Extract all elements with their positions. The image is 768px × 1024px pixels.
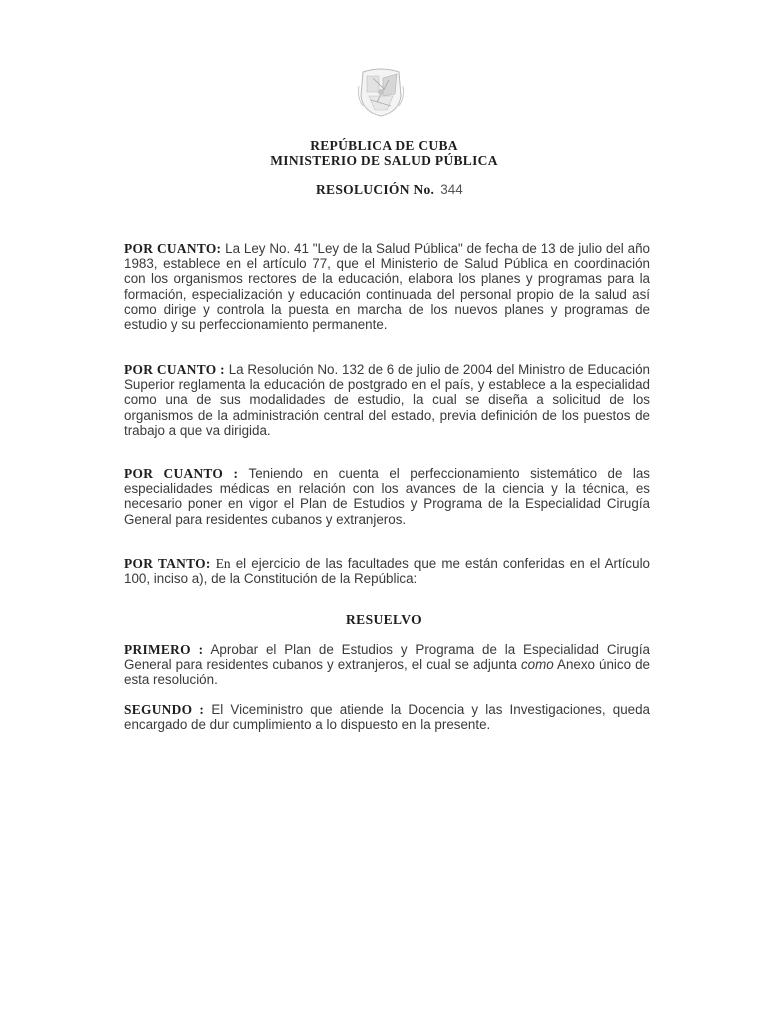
header-ministry: MINISTERIO DE SALUD PÚBLICA bbox=[270, 153, 498, 168]
paragraph-text: el ejercicio de las facultades que me están conferidas en el Artículo 100, inciso a), de la Constitución de la República: bbox=[124, 556, 650, 587]
paragraph-text: La Ley No. 41 "Ley de la Salud Pública" de fecha de 13 de julio del año 1983, establece en el artículo 77, que el Ministerio de Salud Pública en coordinación con los organismos rectores de la educación, elabora los planes y programas para la formación, especialización y educación continuada del personal propio de la salud así como dirige y controla la puesta en marcha de los nuevos planes y programas de estudio y su perfeccionamiento permanente. bbox=[124, 241, 650, 333]
paragraph-text: Teniendo en cuenta el perfeccionamiento sistemático de las especialidades médicas en relación con los avances de la ciencia y la técnica, es necesario poner en vigor el Plan de Estudios y Programa de la Especialidad Cirugía General para residentes cubanos y extranjeros. bbox=[124, 466, 650, 527]
paragraph-text: Aprobar el Plan de Estudios y Programa de la Especialidad Cirugía General para residentes cubanos y extranjeros, el cual se adjunta bbox=[124, 642, 650, 673]
coat-of-arms-icon bbox=[355, 66, 407, 118]
resolution-number: 344 bbox=[440, 182, 463, 197]
paragraph-keyword: POR CUANTO : bbox=[124, 466, 239, 481]
paragraph-text-end: Anexo único de esta resolución. bbox=[124, 657, 650, 688]
paragraph-por-tanto bbox=[124, 556, 650, 586]
paragraph-lead: En bbox=[215, 556, 231, 571]
paragraph-por-cuanto-1 bbox=[124, 241, 650, 332]
resolution-heading bbox=[316, 182, 463, 198]
resuelvo-heading: RESUELVO bbox=[346, 612, 422, 627]
header-country: REPÚBLICA DE CUBA bbox=[310, 138, 458, 153]
resolution-label: RESOLUCIÓN No. bbox=[316, 182, 435, 197]
paragraph-keyword: PRIMERO : bbox=[124, 642, 204, 657]
paragraph-primero bbox=[124, 642, 650, 688]
paragraph-por-cuanto-3 bbox=[124, 466, 650, 527]
paragraph-keyword: POR CUANTO: bbox=[124, 241, 222, 256]
paragraph-segundo bbox=[124, 702, 650, 732]
paragraph-text: El Viceministro que atiende la Docencia y las Investigaciones, queda encargado de dur cumplimiento a lo dispuesto en la presente. bbox=[124, 702, 650, 733]
paragraph-keyword: POR TANTO: bbox=[124, 556, 211, 571]
paragraph-por-cuanto-2 bbox=[124, 362, 650, 438]
paragraph-keyword: SEGUNDO : bbox=[124, 702, 205, 717]
paragraph-text: La Resolución No. 132 de 6 de julio de 2004 del Ministro de Educación Superior reglamenta la educación de postgrado en el país, y establece a la especialidad como una de sus modalidades de estudio, la cual se diseña a solicitud de los organismos de la administración central del estado, previa definición de los puestos de trabajo a que va dirigida. bbox=[124, 362, 650, 438]
paragraph-keyword: POR CUANTO : bbox=[124, 362, 225, 377]
paragraph-italic-word: como bbox=[520, 657, 554, 673]
